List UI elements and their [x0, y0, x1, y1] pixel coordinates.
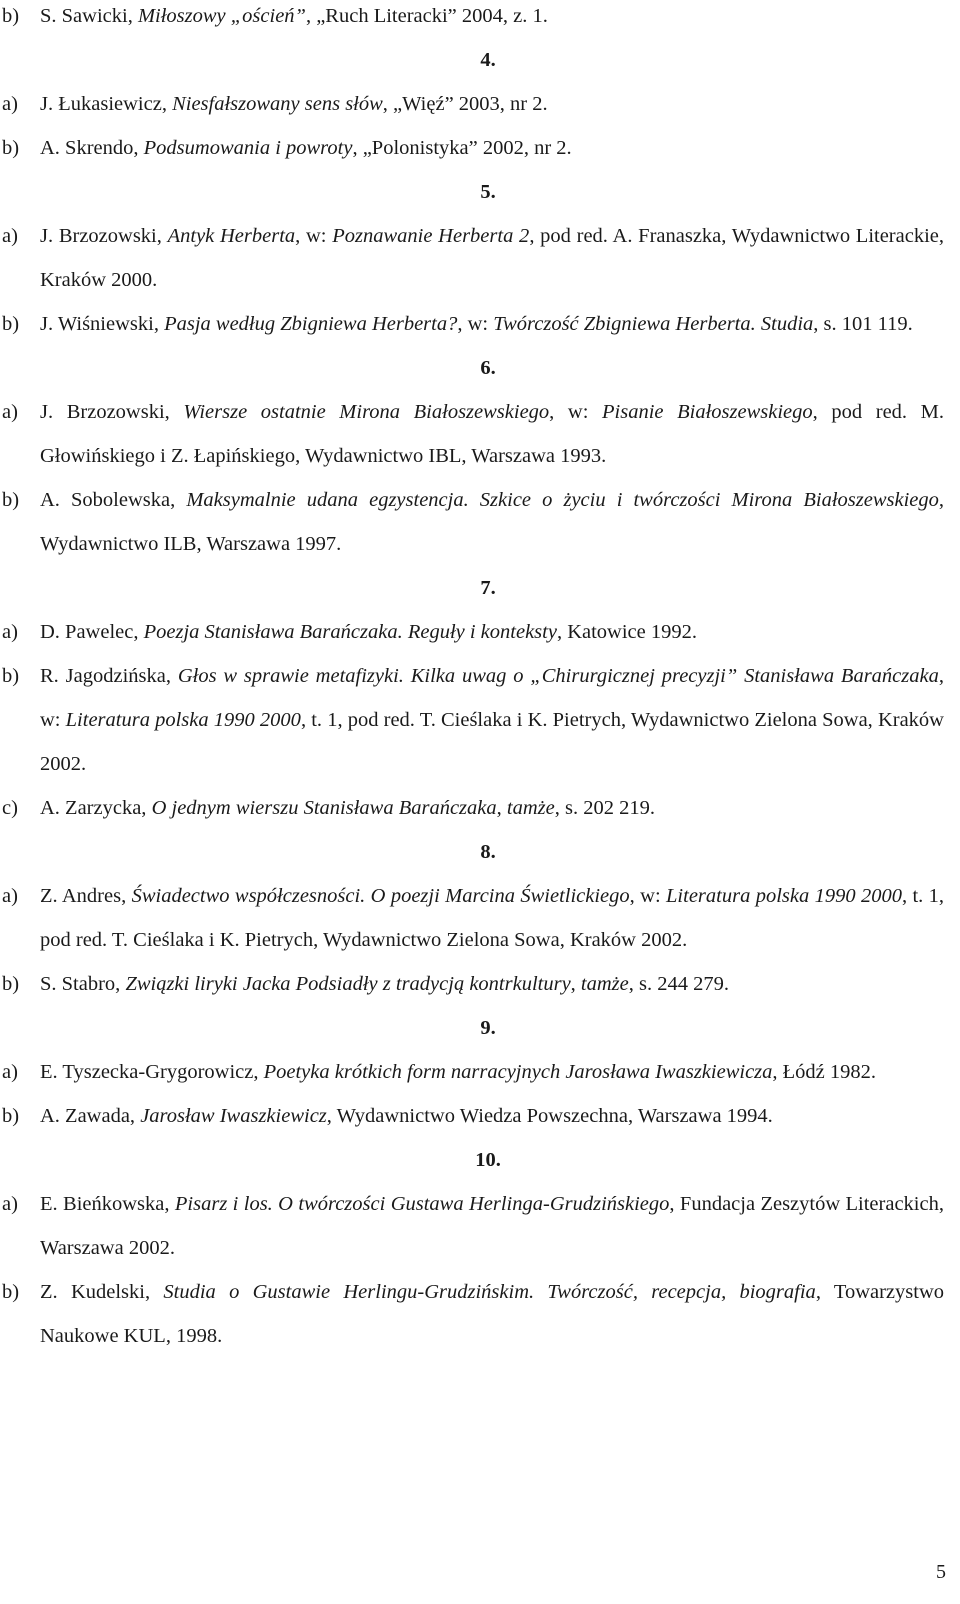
bibliography-entry: [0, 962, 960, 1006]
entry-text: [40, 478, 944, 566]
entry-letter: a): [2, 1193, 18, 1215]
entry-text-part: Z. Andres,: [40, 885, 132, 907]
entry-text: [40, 302, 944, 346]
entry-letter: b): [2, 973, 20, 995]
entry-text-part: , Wydawnictwo ILB, Warszawa 1997.: [40, 489, 945, 555]
entry-text-part: J. Brzozowski,: [40, 401, 184, 423]
section-number: 10.: [475, 1149, 501, 1171]
entry-title-italic: Wiersze ostatnie Mirona Białoszewskiego: [183, 401, 550, 423]
bibliography-entry: [0, 1270, 960, 1358]
entry-letter: a): [2, 1061, 18, 1083]
entry-text-part: R. Jagodzińska,: [40, 665, 178, 687]
bibliography-section: [0, 1138, 960, 1358]
entry-text-part: E. Bieńkowska,: [40, 1193, 175, 1215]
entry-text-part: , s. 101 119.: [813, 313, 913, 335]
entry-text-part: , w:: [457, 313, 494, 335]
bibliography-entry: [0, 82, 960, 126]
entry-text: [40, 874, 944, 962]
entry-text-part: J. Łukasiewicz,: [40, 93, 173, 115]
entry-title-italic: O jednym wierszu Stanisława Barańczaka: [151, 797, 497, 819]
entry-text-part: , Wydawnictwo Wiedza Powszechna, Warszawa 1994.: [326, 1105, 773, 1127]
entry-text: [40, 214, 944, 302]
bibliography-entry: [0, 126, 960, 170]
entry-text-part: A. Zarzycka,: [40, 797, 152, 819]
entry-text-part: , „Polonistyka” 2002, nr 2.: [352, 137, 572, 159]
entry-text: [40, 786, 944, 830]
entry-text-part: , Łódź 1982.: [772, 1061, 877, 1083]
entry-text-part: E. Tyszecka-Grygorowicz,: [40, 1061, 264, 1083]
entry-text-part: J. Wiśniewski,: [40, 313, 165, 335]
entry-title-italic: tamże: [580, 973, 629, 995]
entry-text-part: , t. 1, pod red. T. Cieślaka i K. Pietrych, Wydawnictwo Zielona Sowa, Kraków 2002.: [40, 885, 945, 951]
entry-letter: a): [2, 225, 18, 247]
entry-text: [40, 390, 944, 478]
entry-text: [40, 0, 944, 38]
entry-title-italic: Świadectwo współczesności. O poezji Marcina Świetlickiego: [131, 885, 630, 907]
entry-text: [40, 126, 944, 170]
entry-text-part: , s. 202 219.: [554, 797, 655, 819]
bibliography-entry: [0, 874, 960, 962]
entry-letter: b): [2, 313, 20, 335]
entry-title-italic: tamże: [506, 797, 555, 819]
entry-title-italic: Podsumowania i powroty: [143, 137, 353, 159]
bibliography-entry: [0, 1094, 960, 1138]
entry-text: [40, 610, 944, 654]
entry-text-part: , pod red. M. Głowińskiego i Z. Łapińskiego, Wydawnictwo IBL, Warszawa 1993.: [40, 401, 945, 467]
entry-text-part: , Towarzystwo Naukowe KUL, 1998.: [40, 1281, 945, 1347]
entry-text-part: D. Pawelec,: [40, 621, 144, 643]
bibliography-section: [0, 346, 960, 566]
entry-text-part: S. Stabro,: [40, 973, 126, 995]
bibliography-entry: [0, 786, 960, 830]
entry-text-part: J. Brzozowski,: [40, 225, 168, 247]
entry-title-italic: Pisarz i los. O twórczości Gustawa Herlinga-Grudzińskiego: [174, 1193, 670, 1215]
entry-text-part: , w:: [295, 225, 333, 247]
entry-letter: a): [2, 885, 18, 907]
entry-text-part: , s. 244 279.: [628, 973, 729, 995]
entry-letter: a): [2, 401, 18, 423]
entry-text-part: , t. 1, pod red. T. Cieślaka i K. Pietrych, Wydawnictwo Zielona Sowa, Kraków 2002.: [40, 709, 944, 775]
bibliography-entry: [0, 654, 960, 786]
entry-text: [40, 1270, 944, 1358]
entry-title-italic: Literatura polska 1990 2000: [666, 885, 902, 907]
bibliography-entry: [0, 0, 960, 38]
entry-text-part: , w:: [549, 401, 603, 423]
entry-title-italic: Maksymalnie udana egzystencja. Szkice o życiu i twórczości Mirona Białoszewskiego: [186, 489, 939, 511]
bibliography-section: [0, 1006, 960, 1138]
entry-text-part: , Fundacja Zeszytów Literackich, Warszawa 2002.: [40, 1193, 944, 1259]
entry-text: [40, 1182, 944, 1270]
bibliography-section: [0, 830, 960, 1006]
entry-letter: b): [2, 1105, 20, 1127]
entry-letter: a): [2, 93, 18, 115]
section-number: 5.: [480, 181, 496, 203]
entry-text-part: , pod red. A. Franaszka, Wydawnictwo Literackie, Kraków 2000.: [40, 225, 945, 291]
entry-title-italic: Twórczość Zbigniewa Herberta. Studia: [493, 313, 814, 335]
entry-text-part: Z. Kudelski,: [40, 1281, 164, 1303]
bibliography-section: [0, 38, 960, 170]
entry-title-italic: Literatura polska 1990 2000: [65, 709, 301, 731]
entry-title-italic: Poetyka krótkich form narracyjnych Jarosława Iwaszkiewicza: [263, 1061, 773, 1083]
section-number: 4.: [480, 49, 496, 71]
entry-title-italic: Studia o Gustawie Herlingu-Grudzińskim. Twórczość, recepcja, biografia: [163, 1281, 816, 1303]
entry-text-part: , „Ruch Literacki” 2004, z. 1.: [305, 5, 548, 27]
page-number: 5: [936, 1561, 946, 1583]
entry-text-part: , w:: [629, 885, 667, 907]
bibliography-section: [0, 0, 960, 38]
bibliography-section: [0, 170, 960, 346]
entry-text: [40, 654, 944, 786]
entry-letter: b): [2, 665, 20, 687]
entry-text-part: , w:: [40, 665, 944, 731]
bibliography-entry: [0, 390, 960, 478]
bibliography-section: [0, 566, 960, 830]
section-number: 6.: [480, 357, 496, 379]
entry-text: [40, 962, 944, 1006]
bibliography-entry: [0, 302, 960, 346]
section-number: 9.: [480, 1017, 496, 1039]
entry-letter: a): [2, 621, 18, 643]
entry-text-part: A. Skrendo,: [40, 137, 144, 159]
entry-text-part: A. Zawada,: [40, 1105, 141, 1127]
entry-text-part: ,: [570, 973, 581, 995]
entry-title-italic: Głos w sprawie metafizyki. Kilka uwag o „Chirurgicznej precyzji” Stanisława Barańczaka: [177, 665, 939, 687]
entry-text-part: ,: [496, 797, 507, 819]
entry-title-italic: Związki liryki Jacka Podsiadły z tradycją kontrkultury: [125, 973, 571, 995]
entry-letter: b): [2, 5, 20, 27]
entry-text-part: S. Sawicki,: [40, 5, 138, 27]
entry-title-italic: Miłoszowy „oścień”: [137, 5, 306, 27]
entry-text-part: , „Więź” 2003, nr 2.: [382, 93, 548, 115]
entry-title-italic: Poznawanie Herberta 2: [332, 225, 530, 247]
entry-title-italic: Pisanie Białoszewskiego: [602, 401, 813, 423]
bibliography-entry: [0, 478, 960, 566]
entry-letter: b): [2, 1281, 20, 1303]
bibliography-entry: [0, 1050, 960, 1094]
entry-letter: c): [2, 797, 18, 819]
entry-title-italic: Antyk Herberta: [167, 225, 296, 247]
entry-letter: b): [2, 489, 20, 511]
bibliography-entry: [0, 214, 960, 302]
entry-title-italic: Niesfałszowany sens słów: [172, 93, 383, 115]
entry-title-italic: Poezja Stanisława Barańczaka. Reguły i konteksty: [143, 621, 557, 643]
bibliography-entry: [0, 1182, 960, 1270]
entry-text: [40, 1094, 944, 1138]
entry-title-italic: Pasja według Zbigniewa Herberta?: [164, 313, 458, 335]
bibliography-entry: [0, 610, 960, 654]
entry-text: [40, 1050, 944, 1094]
entry-text-part: , Katowice 1992.: [556, 621, 697, 643]
entry-text: [40, 82, 944, 126]
section-number: 7.: [480, 577, 496, 599]
section-number: 8.: [480, 841, 496, 863]
entry-letter: b): [2, 137, 20, 159]
entry-title-italic: Jarosław Iwaszkiewicz: [140, 1105, 327, 1127]
entry-text-part: A. Sobolewska,: [40, 489, 187, 511]
